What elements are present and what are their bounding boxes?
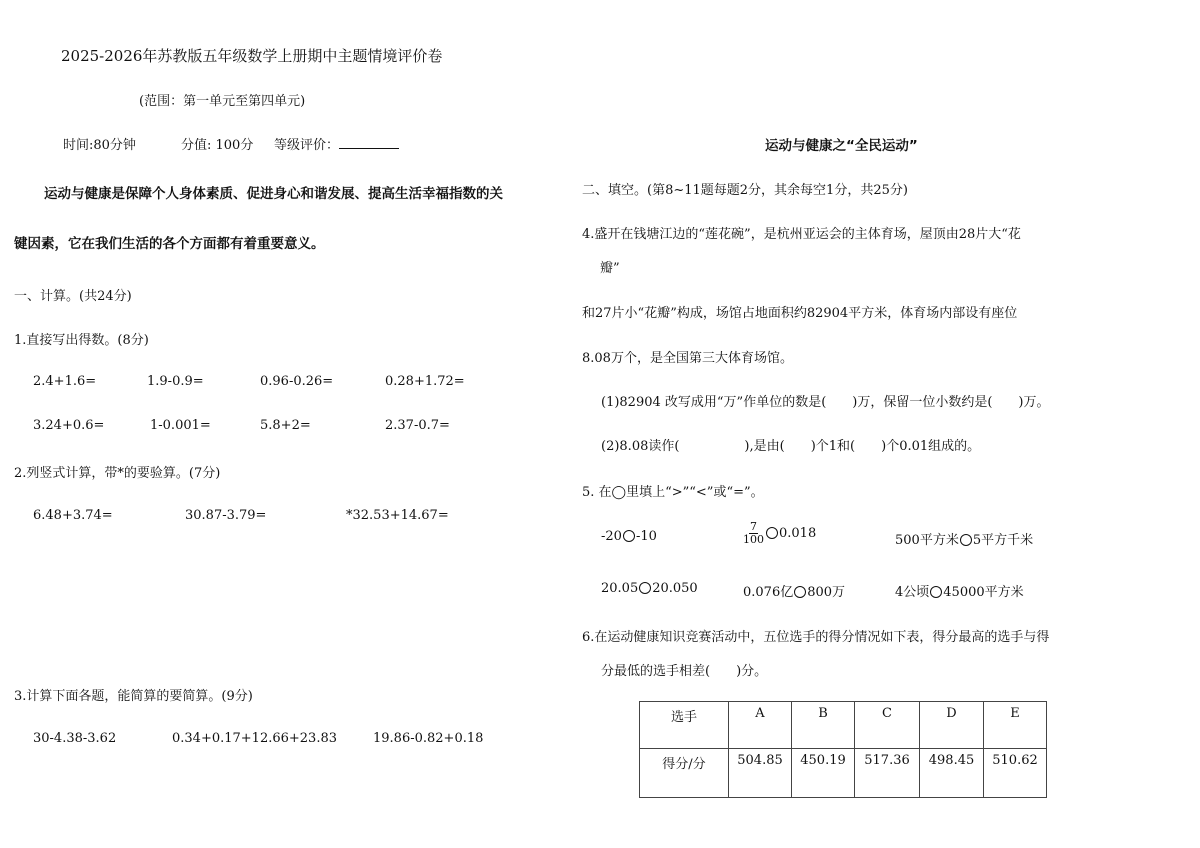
compare-left: 20.05 — [601, 581, 639, 596]
q4-sub-2: (2)8.08读作( ),是由( )个1和( )个0.01组成的。 — [601, 439, 981, 454]
q5-compare — [601, 581, 698, 596]
fraction — [743, 521, 764, 546]
q5-compare — [743, 521, 816, 546]
table-header-cell: B — [792, 702, 855, 749]
table-cell: 517.36 — [855, 749, 920, 798]
compare-left: 4公顷 — [895, 585, 930, 600]
compare-left: -20 — [601, 529, 622, 544]
table-row — [640, 749, 1047, 798]
table-cell: 504.85 — [729, 749, 792, 798]
q1-item: 1-0.001= — [150, 418, 211, 433]
answer-circle[interactable] — [639, 582, 651, 594]
q1-item: 2.4+1.6= — [33, 374, 97, 389]
q2-item: 30.87-3.79= — [185, 508, 267, 523]
q3-title: 3.计算下面各题，能简算的要简算。(9分) — [14, 689, 253, 704]
q4-line-3: 8.08万个，是全国第三大体育场馆。 — [582, 351, 793, 366]
q1-title: 1.直接写出得数。(8分) — [14, 333, 149, 348]
part2-heading: 二、填空。(第8~11题每题2分，其余每空1分，共25分) — [582, 183, 908, 198]
q4-line-1b: 瓣” — [600, 261, 620, 276]
q5-compare — [743, 581, 845, 600]
q1-item: 1.9-0.9= — [147, 374, 204, 389]
q5-compare — [601, 529, 657, 544]
answer-circle[interactable] — [623, 530, 635, 542]
section-title: 运动与健康之“全民运动” — [765, 138, 918, 154]
table-header-cell: E — [984, 702, 1047, 749]
q4-line-2: 和27片小“花瓣”构成，场馆占地面积约82904平方米，体育场内部设有座位 — [582, 306, 1018, 321]
table-cell: 498.45 — [920, 749, 984, 798]
score-table — [639, 701, 1047, 798]
q6-line-1: 6.在运动健康知识竞赛活动中，五位选手的得分情况如下表，得分最高的选手与得 — [582, 630, 1050, 645]
q5-compare — [895, 581, 1024, 600]
q4-sub-1: (1)82904 改写成用“万”作单位的数是( )万，保留一位小数约是( )万。 — [601, 395, 1050, 410]
part1-heading: 一、计算。(共24分) — [14, 289, 132, 304]
q1-item: 3.24+0.6= — [33, 418, 105, 433]
compare-left: 500平方米 — [895, 533, 959, 548]
score-info: 分值: 100分 — [181, 138, 254, 153]
grade-label-text: 等级评价： — [274, 138, 340, 153]
answer-circle[interactable] — [930, 586, 942, 598]
fraction-denominator: 100 — [743, 533, 764, 546]
q5-compare — [895, 529, 1033, 548]
q5-title: 5. 在◯里填上“>”“<”或“=”。 — [582, 485, 764, 500]
time-info: 时间:80分钟 — [63, 138, 136, 153]
table-header-cell: 选手 — [640, 702, 729, 749]
q2-item: *32.53+14.67= — [346, 508, 449, 523]
scope-note: (范围：第一单元至第四单元) — [139, 94, 306, 109]
fraction-numerator: 7 — [750, 520, 757, 533]
table-header-cell: C — [855, 702, 920, 749]
compare-right: 800万 — [807, 585, 846, 600]
q3-item: 30-4.38-3.62 — [33, 731, 117, 746]
compare-right: -10 — [635, 529, 657, 544]
intro-line-1: 运动与健康是保障个人身体素质、促进身心和谐发展、提高生活幸福指数的关 — [44, 186, 503, 202]
table-cell: 得分/分 — [640, 749, 729, 798]
grade-label — [274, 134, 399, 153]
compare-right: 0.018 — [779, 526, 817, 541]
q1-item: 0.96-0.26= — [260, 374, 334, 389]
page-title: 2025-2026年苏教版五年级数学上册期中主题情境评价卷 — [61, 47, 443, 65]
answer-circle[interactable] — [960, 534, 972, 546]
q1-item: 0.28+1.72= — [385, 374, 465, 389]
compare-right: 20.050 — [652, 581, 698, 596]
table-header-cell: A — [729, 702, 792, 749]
intro-line-2: 键因素，它在我们生活的各个方面都有着重要意义。 — [14, 236, 325, 252]
q2-item: 6.48+3.74= — [33, 508, 113, 523]
q3-item: 19.86-0.82+0.18 — [373, 731, 484, 746]
grade-blank[interactable] — [339, 136, 399, 149]
q6-line-2: 分最低的选手相差( )分。 — [601, 664, 768, 679]
compare-left: 0.076亿 — [743, 585, 794, 600]
answer-circle[interactable] — [766, 527, 778, 539]
q3-item: 0.34+0.17+12.66+23.83 — [172, 731, 338, 746]
compare-right: 45000平方米 — [943, 585, 1024, 600]
q2-title: 2.列竖式计算，带*的要验算。(7分) — [14, 466, 221, 481]
table-header-cell: D — [920, 702, 984, 749]
q1-item: 2.37-0.7= — [385, 418, 450, 433]
answer-circle[interactable] — [794, 586, 806, 598]
table-cell: 450.19 — [792, 749, 855, 798]
table-header-row — [640, 702, 1047, 749]
q1-item: 5.8+2= — [260, 418, 311, 433]
compare-right: 5平方千米 — [972, 533, 1034, 548]
q4-line-1: 4.盛开在钱塘江边的“莲花碗”，是杭州亚运会的主体育场，屋顶由28片大“花 — [582, 227, 1021, 242]
table-cell: 510.62 — [984, 749, 1047, 798]
